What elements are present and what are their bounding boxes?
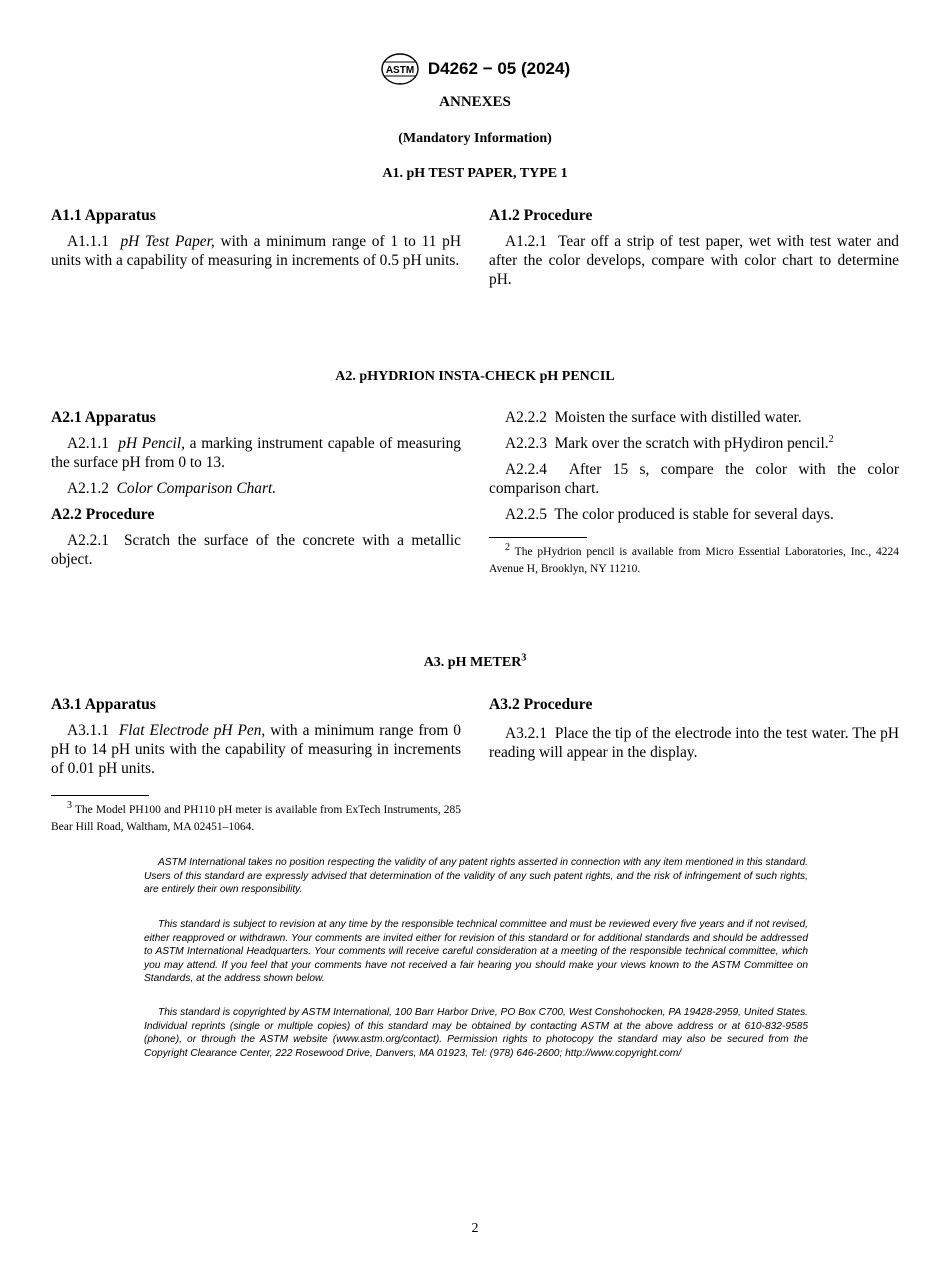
footnote-divider (489, 537, 587, 538)
paragraph-a2-1-2: A2.1.2 Color Comparison Chart. (67, 480, 277, 497)
paragraph-a1-1-1: A1.1.1 pH Test Paper, with a minimum range of 1 to 11 pH units with a capability of measuring in increments of 0.5 pH units. (51, 233, 461, 269)
paragraph-a3-1-1: A3.1.1 Flat Electrode pH Pen, with a minimum range from 0 pH to 14 pH units with the capability of measuring in increments of 0.01 pH units. (51, 722, 461, 777)
a1-2-heading: A1.2 Procedure (489, 207, 593, 224)
paragraph-a2-2-4: A2.2.4 After 15 s, compare the color with the color comparison chart. (489, 461, 899, 497)
annexes-title: ANNEXES (439, 94, 511, 110)
paragraph-a2-1-1: A2.1.1 pH Pencil, a marking instrument capable of measuring the surface pH from 0 to 13. (51, 435, 461, 471)
paragraph-a2-2-1: A2.2.1 Scratch the surface of the concrete with a metallic object. (51, 532, 461, 568)
paragraph-a2-2-3: A2.2.3 Mark over the scratch with pHydiron pencil.$^2$ (505, 433, 834, 452)
a3-1-heading: A3.1 Apparatus (51, 696, 156, 713)
revision-notice: This standard is subject to revision at any time by the responsible technical committee and must be reviewed every five years and if not revised, either reapproved or withdrawn. Your comments are invited either for revision of this standard or for additional standards and should be addressed to ASTM International Headquarters. Your comments will receive careful consideration at a meeting of the responsible technical committee, which you may attend. If you feel that your comments have not received a fair hearing you should make your views known to the ASTM Committee on Standards, at the address shown below. (144, 919, 808, 985)
paragraph-a3-2-1: A3.2.1 Place the tip of the electrode into the test water. The pH reading will appear in the display. (489, 725, 899, 761)
a3-2-heading: A3.2 Procedure (489, 696, 593, 713)
footnote-ref-2: 2 (828, 433, 834, 445)
astm-logo (380, 52, 420, 86)
footnote-2: $^2$ The pHydrion pencil is available from Micro Essential Laboratories, Inc., 4224 Avenue H, Brooklyn, NY 11210. (489, 542, 899, 575)
page-number: 2 (471, 1221, 479, 1236)
a2-2-heading: A2.2 Procedure (51, 506, 155, 523)
page-header (0, 52, 950, 86)
paragraph-a1-2-1: A1.2.1 Tear off a strip of test paper, wet with test water and after the color develops, compare with color chart to determine pH. (489, 233, 899, 288)
section-a3-title: A3. pH METER$^3$ (423, 652, 527, 670)
footnote-3: $^3$ The Model PH100 and PH110 pH meter is available from ExTech Instruments, 285 Bear Hill Road, Waltham, MA 02451–1064. (51, 800, 462, 833)
svg-text:ASTM: ASTM (385, 65, 415, 76)
a2-1-heading: A2.1 Apparatus (51, 409, 156, 426)
a1-apparatus-column (51, 206, 461, 277)
document-id: D4262 − 05 (2024) (427, 59, 571, 78)
patent-notice: ASTM International takes no position respecting the validity of any patent rights asserted in connection with any item mentioned in this standard. Users of this standard are expressly advised that determination of the validity of any such patent rights, and the risk of infringement of such rights, are entirely their own responsibility. (144, 857, 808, 896)
paragraph-a2-2-5: A2.2.5 The color produced is stable for several days. (505, 506, 834, 523)
a2-right-column (489, 408, 899, 578)
a3-apparatus-column (51, 695, 461, 836)
footnote-divider (51, 795, 149, 796)
section-a1-title: A1. pH TEST PAPER, TYPE 1 (382, 166, 568, 181)
mandatory-information-label: (Mandatory Information) (398, 131, 552, 146)
copyright-notice: This standard is copyrighted by ASTM International, 100 Barr Harbor Drive, PO Box C700, West Conshohocken, PA 19428-2959, United States. Individual reprints (single or multiple copies) of this standard may be obtained by contacting ASTM at the above address or at 610-832-9585 (phone), or through the ASTM website (www.astm.org/contact). Permission rights to photocopy the standard may also be secured from the Copyright Clearance Center, 222 Rosewood Drive, Danvers, MA 01923, Tel: (978) 646-2600; http://www.copyright.com/ (144, 1007, 808, 1059)
a1-1-heading: A1.1 Apparatus (51, 207, 156, 224)
paragraph-a2-2-2: A2.2.2 Moisten the surface with distilled water. (505, 409, 802, 426)
a1-procedure-column (489, 206, 899, 296)
section-a2-title: A2. pHYDRION INSTA-CHECK pH PENCIL (335, 369, 615, 384)
a2-left-column (51, 408, 461, 576)
a3-procedure-column (489, 695, 899, 769)
